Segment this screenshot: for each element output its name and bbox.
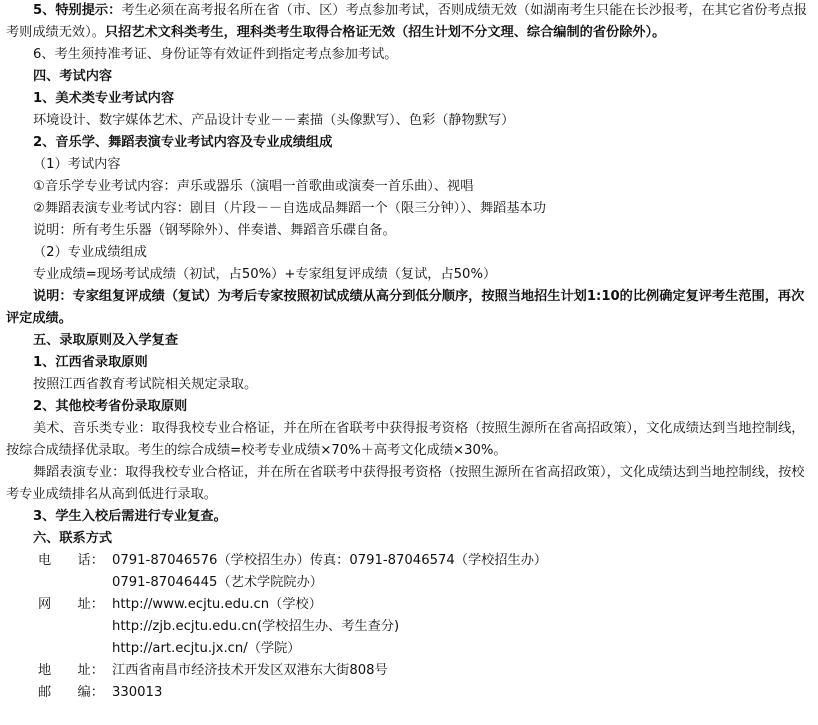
zip-label: 邮 编： bbox=[38, 685, 104, 700]
item-5-bold-text: 只招艺术文科类考生，理科类考生取得合格证无效（招生计划不分文理、综合编制的省份除外）。 bbox=[104, 25, 666, 40]
web-link-admissions[interactable]: http://zjb.ecjtu.edu.cn(学校招生办、考生查分) bbox=[112, 619, 400, 634]
section-4-instrument-note: 说明：所有考生乐器（钢琴除外）、伴奏谱、舞蹈音乐碟自备。 bbox=[33, 223, 396, 238]
web-link-school[interactable]: http://www.ecjtu.edu.cn（学校） bbox=[112, 597, 322, 612]
phone-label: 电 话： bbox=[38, 553, 104, 568]
section-4-dance-content: ②舞蹈表演专业考试内容：剧目（片段－－自选成品舞蹈一个（限三分钟））、舞蹈基本功 bbox=[33, 201, 546, 216]
section-4-title: 四、考试内容 bbox=[33, 69, 113, 84]
web-label: 网 址： bbox=[38, 597, 104, 612]
web-link-art-college[interactable]: http://art.ecjtu.jx.cn/（学院） bbox=[112, 641, 301, 656]
section-5-sub1-text: 按照江西省教育考试院相关规定录取。 bbox=[33, 377, 258, 392]
section-5-sub3-title: 3、学生入校后需进行专业复查。 bbox=[33, 509, 227, 524]
section-4-score-formula: 专业成绩=现场考试成绩（初试，占50%）+专家组复评成绩（复试，占50%） bbox=[33, 267, 497, 282]
zip-code: 330013 bbox=[112, 685, 163, 700]
section-4-sub1-text: 环境设计、数字媒体艺术、产品设计专业－－素描（头像默写）、色彩（静物默写） bbox=[33, 113, 515, 128]
contact-phone-row bbox=[6, 550, 810, 572]
phone-number-art-office: 0791-87046445（艺术学院院办） bbox=[112, 575, 323, 590]
item-5-normal-text: 考生必须在高考报名所在省（市、区）考点参加考试，否则成绩无效（如湖南考生只能在长沙报考，在其它省份考点报考则成绩无效）。 bbox=[6, 3, 808, 40]
address-label: 地 址： bbox=[38, 663, 104, 678]
contact-zip-row bbox=[6, 682, 810, 704]
section-6-title: 六、联系方式 bbox=[33, 531, 113, 546]
section-5-sub2-title: 2、其他校考省份录取原则 bbox=[33, 399, 188, 414]
section-5-sub1-title: 1、江西省录取原则 bbox=[33, 355, 148, 370]
contact-address-row bbox=[6, 660, 810, 682]
section-4-part2-label: （2）专业成绩组成 bbox=[33, 245, 147, 260]
section-5-title: 五、录取原则及入学复查 bbox=[33, 333, 179, 348]
section-5-dance-rule: 舞蹈表演专业：取得我校专业合格证，并在所在省联考中获得报考资格（按照生源所在省高招政策），文化成绩达到当地控制线，按校考专业成绩排名从高到低进行录取。 bbox=[6, 465, 805, 502]
phone-numbers: 0791-87046576（学校招生办）传真：0791-87046574（学校招生办） bbox=[112, 553, 548, 568]
section-5-art-music-rule: 美术、音乐类专业：取得我校专业合格证，并在所在省联考中获得报考资格（按照生源所在省高招政策），文化成绩达到当地控制线，按综合成绩择优录取。考生的综合成绩=校考专业成绩×70%＋高考文化成绩×30%。 bbox=[6, 421, 805, 458]
section-4-music-content: ①音乐学专业考试内容：声乐或器乐（演唱一首歌曲或演奏一首乐曲）、视唱 bbox=[33, 179, 474, 194]
address-text: 江西省南昌市经济技术开发区双港东大街808号 bbox=[112, 663, 388, 678]
item-6-text: 6、考生须持准考证、身份证等有效证件到指定考点参加考试。 bbox=[33, 47, 398, 62]
item-5-label: 5、特别提示： bbox=[33, 3, 122, 18]
contact-web-row bbox=[6, 594, 810, 616]
section-4-review-note: 说明：专家组复评成绩（复试）为考后专家按照初试成绩从高分到低分顺序，按照当地招生计划1:10的比例确定复评考生范围，再次评定成绩。 bbox=[6, 289, 805, 326]
section-4-part1-label: （1）考试内容 bbox=[33, 157, 121, 172]
item-5-paragraph bbox=[6, 0, 810, 44]
section-4-sub2-title: 2、音乐学、舞蹈表演专业考试内容及专业成绩组成 bbox=[33, 135, 333, 150]
section-4-sub1-title: 1、美术类专业考试内容 bbox=[33, 91, 175, 106]
